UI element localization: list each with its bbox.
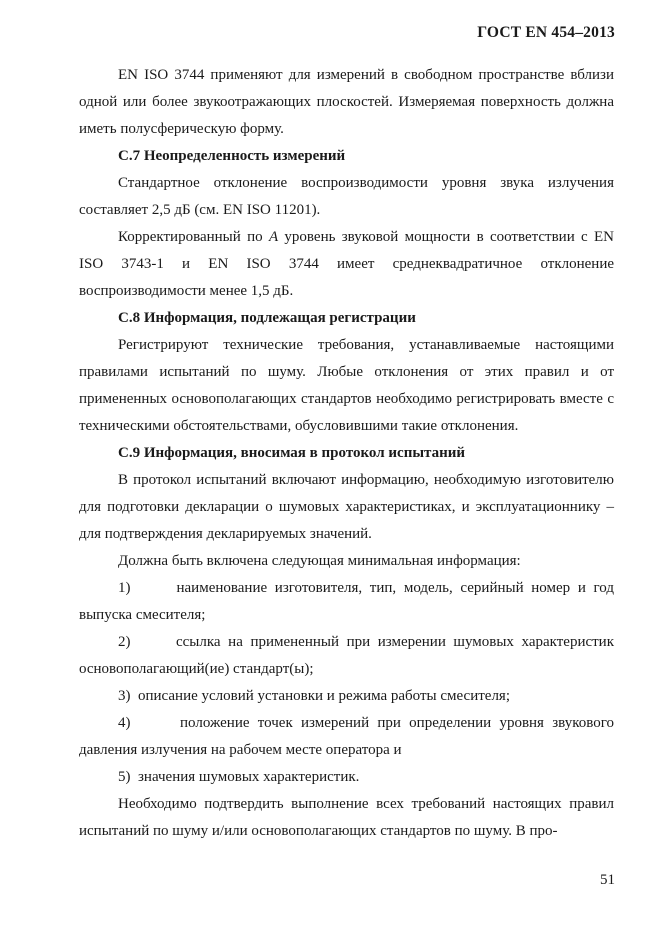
paragraph: Должна быть включена следующая минимальная информация: — [118, 553, 521, 569]
paragraph: Регистрируют технические требования, устанавливаемые настоящими правилами испытаний по шуму. Любые отклонения от этих правил и от примененных основополагающих стандартов необходимо регистрировать вместе с техническими обстоятельствами, обусловившими такие отклонения. — [79, 337, 614, 434]
list-item: 1) наименование изготовителя, тип, модель, серийный номер и год выпуска смесителя; — [79, 580, 618, 623]
section-heading-c8: С.8 Информация, подлежащая регистрации — [118, 310, 416, 326]
paragraph: Необходимо подтвердить выполнение всех требований настоящих правил испытаний по шуму и/или основополагающих стандартов по шуму. В про- — [79, 796, 614, 839]
document-body — [79, 62, 618, 845]
text-run: уровень звуковой мощности в соответствии с EN ISO 3743-1 и EN ISO 3744 имеет среднеквадратичное отклонение воспроизводимости менее 1,5 дБ. — [79, 229, 614, 299]
list-item: 4) положение точек измерений при определении уровня звукового давления излучения на рабочем месте оператора и — [79, 715, 618, 758]
list-item: 2) ссылка на примененный при измерении шумовых характеристик основополагающий(ие) стандарт(ы); — [79, 634, 618, 677]
section-heading-c7: С.7 Неопределенность измерений — [118, 148, 346, 164]
paragraph — [79, 224, 614, 305]
text-run: Корректированный по — [118, 229, 269, 245]
page-number: 51 — [600, 872, 615, 888]
list-item: 3) описание условий установки и режима работы смесителя; — [118, 688, 510, 704]
section-heading-c9: С.9 Информация, вносимая в протокол испытаний — [118, 445, 466, 461]
italic-symbol: A — [268, 229, 279, 245]
paragraph: EN ISO 3744 применяют для измерений в свободном пространстве вблизи одной или более звукоотражающих плоскостей. Измеряемая поверхность должна иметь полусферическую форму. — [79, 67, 614, 137]
paragraph: Стандартное отклонение воспроизводимости уровня звука излучения составляет 2,5 дБ (см. EN ISO 11201). — [79, 175, 614, 218]
paragraph: В протокол испытаний включают информацию, необходимую изготовителю для подготовки декларации о шумовых характеристиках, и эксплуатационнику – для подтверждения декларируемых значений. — [79, 472, 614, 542]
document-header: ГОСТ EN 454–2013 — [477, 24, 615, 41]
list-item: 5) значения шумовых характеристик. — [118, 769, 360, 785]
